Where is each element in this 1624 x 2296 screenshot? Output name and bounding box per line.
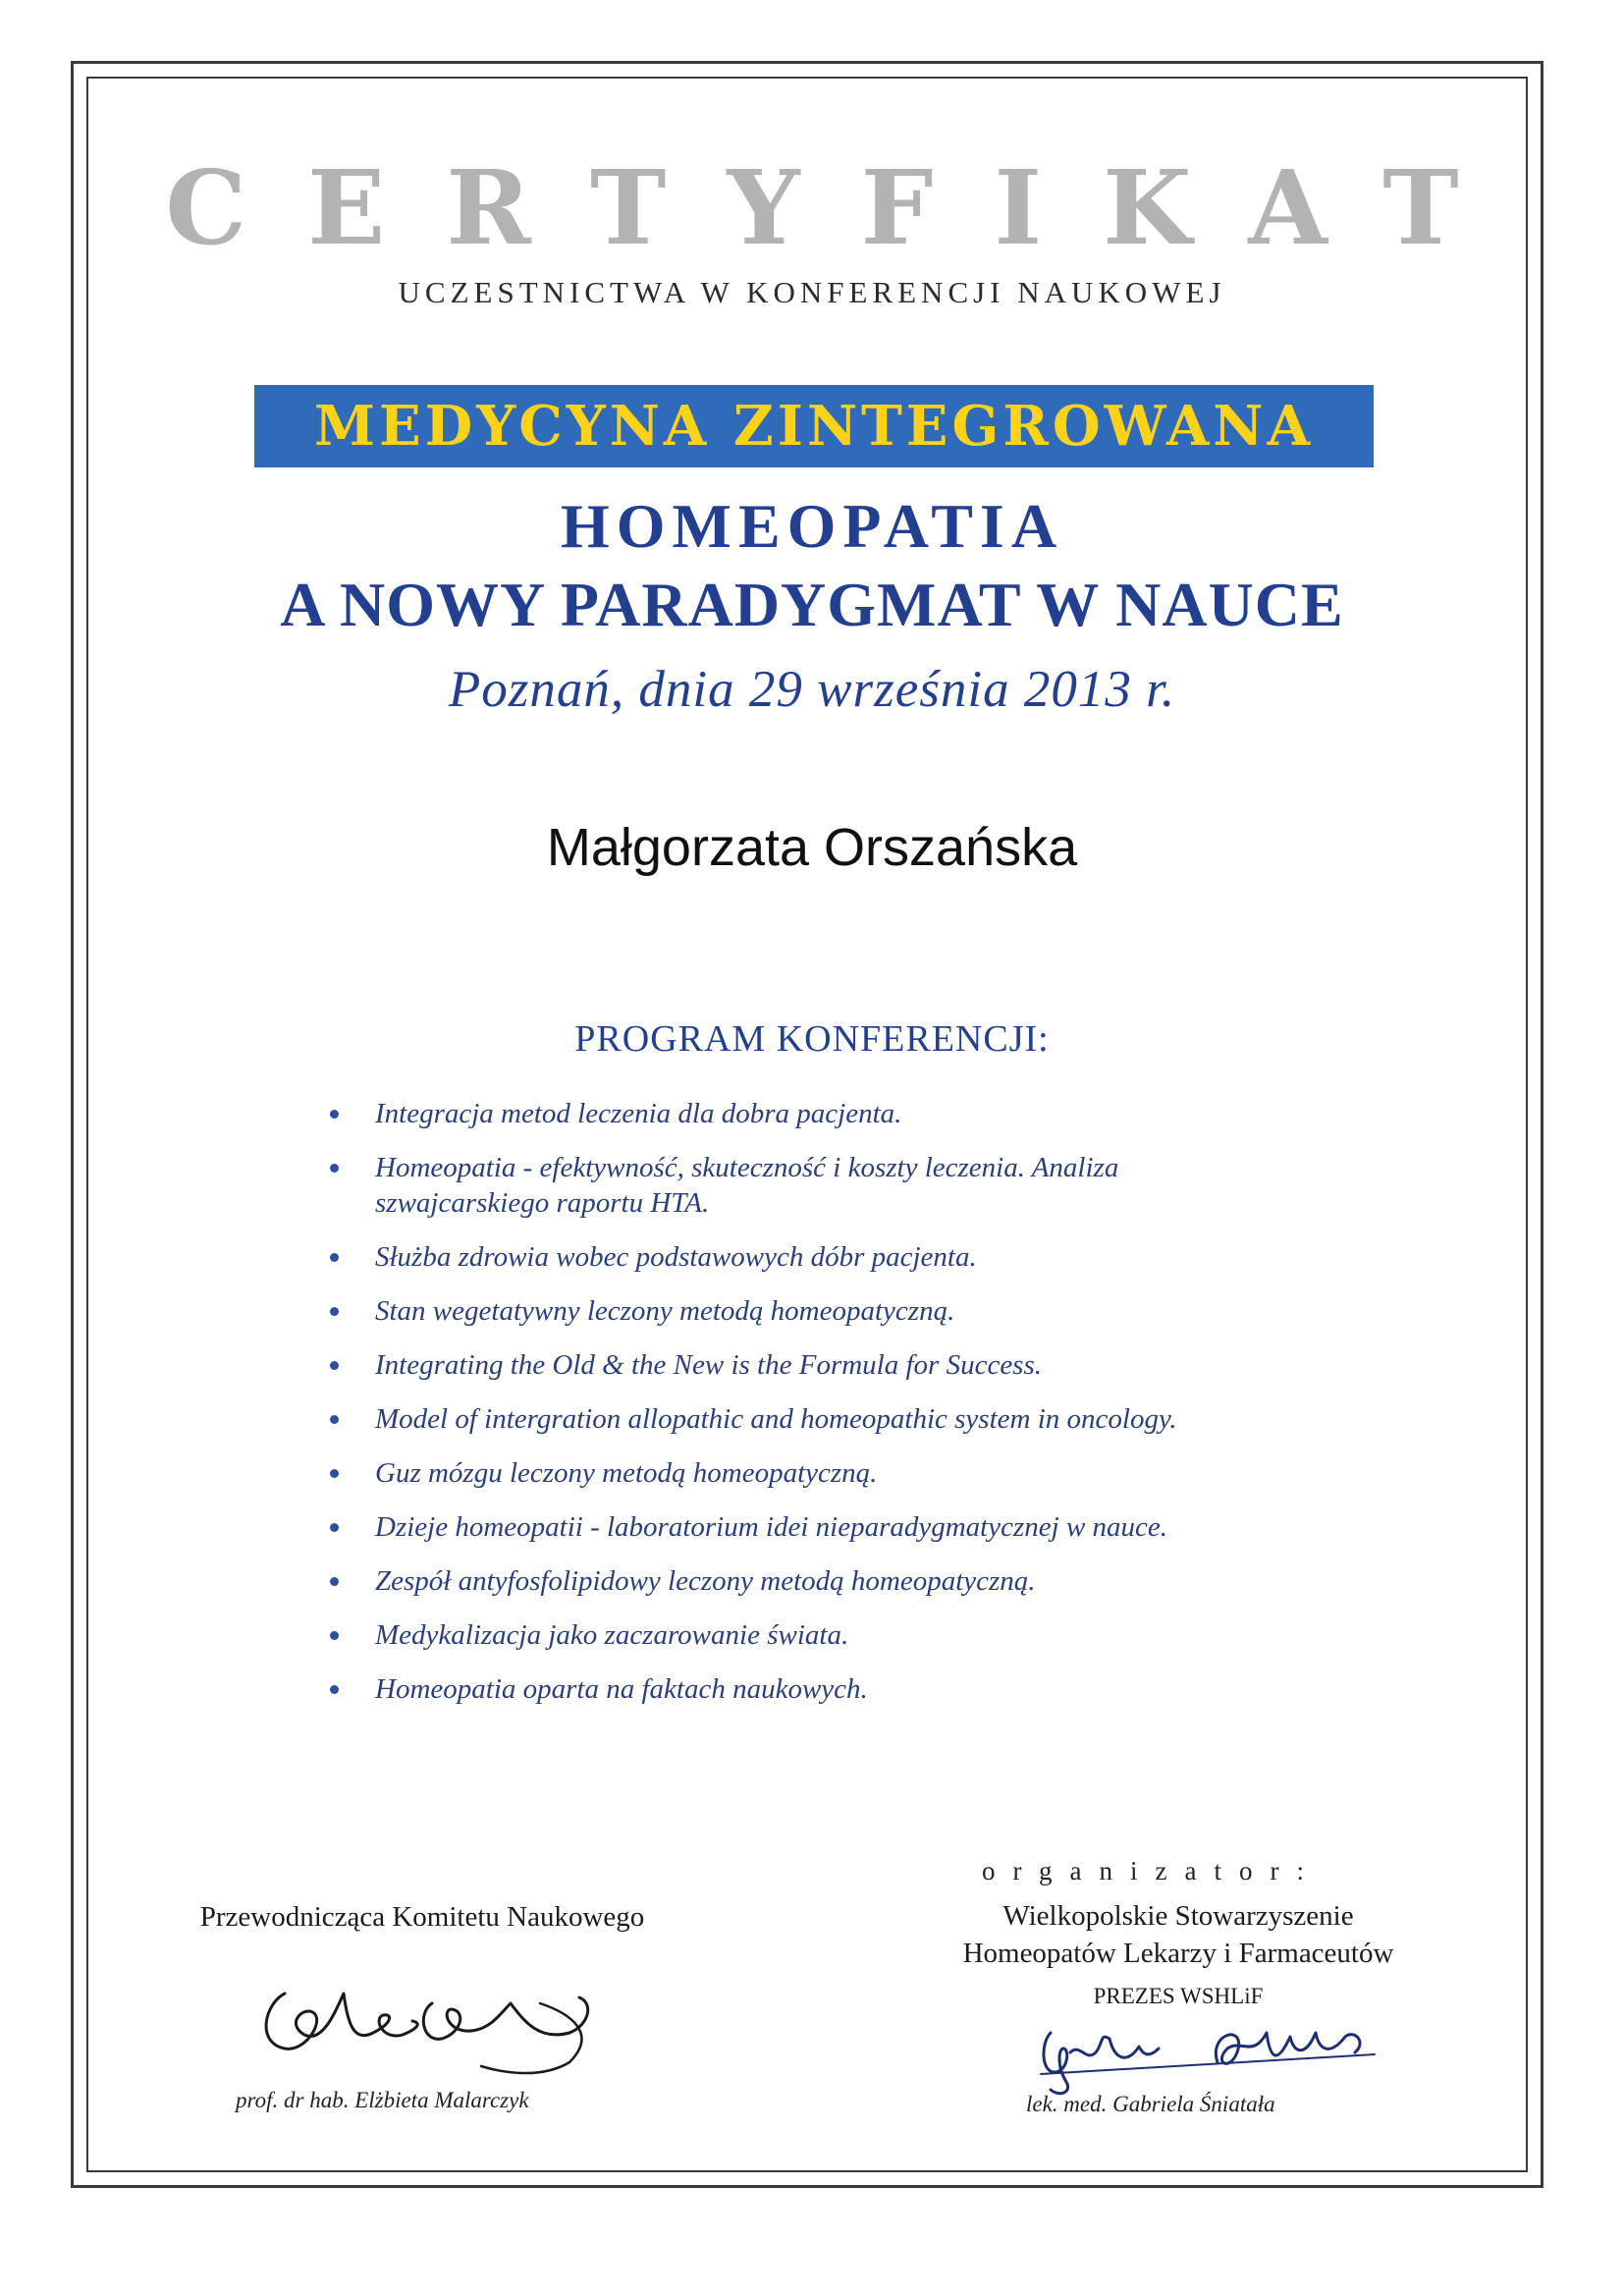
program-item-text: Homeopatia oparta na faktach naukowych.	[375, 1673, 868, 1705]
place-date: Poznań, dnia 29 września 2013 r.	[448, 661, 1176, 718]
program-item-text: Dzieje homeopatii - laboratorium idei nieparadygmatycznej w nauce.	[375, 1511, 1168, 1543]
program-item	[324, 1455, 1355, 1491]
participant-name: Małgorzata Orszańska	[546, 818, 1078, 877]
bullet-icon	[330, 1577, 339, 1586]
program-item	[324, 1347, 1355, 1383]
conference-title-line2: A NOWY PARADYGMAT W NAUCE	[280, 570, 1344, 639]
conference-banner	[254, 385, 1374, 467]
program-item-text: Służba zdrowia wobec podstawowych dóbr pacjenta.	[375, 1241, 977, 1273]
bullet-icon	[330, 1110, 339, 1119]
program-item	[324, 1239, 1355, 1275]
program-item	[324, 1563, 1355, 1599]
bullet-icon	[330, 1361, 339, 1370]
program-item-text: Homeopatia - efektywność, skuteczność i koszty leczenia. Analiza szwajcarskiego raportu HTA.	[375, 1152, 1119, 1219]
program-item-text: Medykalizacja jako zaczarowanie świata.	[375, 1619, 849, 1651]
program-item-text: Stan wegetatywny leczony metodą homeopatyczną.	[375, 1295, 955, 1327]
program-item	[324, 1401, 1355, 1437]
program-item	[324, 1293, 1355, 1329]
program-item-text: Zespół antyfosfolipidowy leczony metodą homeopatyczną.	[375, 1565, 1036, 1597]
chair-signature	[245, 1964, 619, 2087]
program-item	[324, 1150, 1259, 1221]
organizer-line1: Wielkopolskie Stowarzyszenie	[1002, 1900, 1354, 1932]
program-item	[324, 1617, 1355, 1653]
president-name: lek. med. Gabriela Śniatała	[1026, 2092, 1275, 2116]
bullet-icon	[330, 1469, 339, 1478]
bullet-icon	[330, 1307, 339, 1316]
program-item-text: Integracja metod leczenia dla dobra pacjenta.	[375, 1098, 902, 1129]
bullet-icon	[330, 1631, 339, 1640]
banner-text: MEDYCYNA ZINTEGROWANA	[313, 394, 1315, 459]
committee-chair-block	[167, 1901, 677, 1934]
program-item-text: Guz mózgu leczony metodą homeopatyczną.	[375, 1457, 878, 1489]
organizer-label: organizator:	[982, 1856, 1322, 1886]
organizer-name	[923, 1897, 1434, 1972]
program-item-text: Integrating the Old & the New is the Formula for Success.	[375, 1349, 1043, 1381]
committee-chair-role: Przewodnicząca Komitetu Naukowego	[199, 1901, 645, 1933]
program-heading: PROGRAM KONFERENCJI:	[574, 1018, 1050, 1060]
program-item	[324, 1509, 1355, 1545]
conference-title-line1: HOMEOPATIA	[560, 491, 1064, 561]
program-item	[324, 1096, 1355, 1131]
president-title: PREZES WSHLiF	[1093, 1984, 1264, 2008]
organizer-line2: Homeopatów Lekarzy i Farmaceutów	[962, 1938, 1394, 1969]
certificate-subtitle: UCZESTNICTWA W KONFERENCJI NAUKOWEJ	[398, 275, 1226, 309]
bullet-icon	[330, 1253, 339, 1262]
bullet-icon	[330, 1685, 339, 1694]
program-item	[324, 1671, 1355, 1707]
certificate-title: CERTYFIKAT	[165, 147, 1520, 268]
program-list	[324, 1096, 1355, 1725]
program-item-text: Model of intergration allopathic and homeopathic system in oncology.	[375, 1403, 1177, 1435]
bullet-icon	[330, 1164, 339, 1173]
bullet-icon	[330, 1523, 339, 1532]
bullet-icon	[330, 1415, 339, 1424]
committee-chair-name: prof. dr hab. Elżbieta Malarczyk	[236, 2088, 529, 2112]
